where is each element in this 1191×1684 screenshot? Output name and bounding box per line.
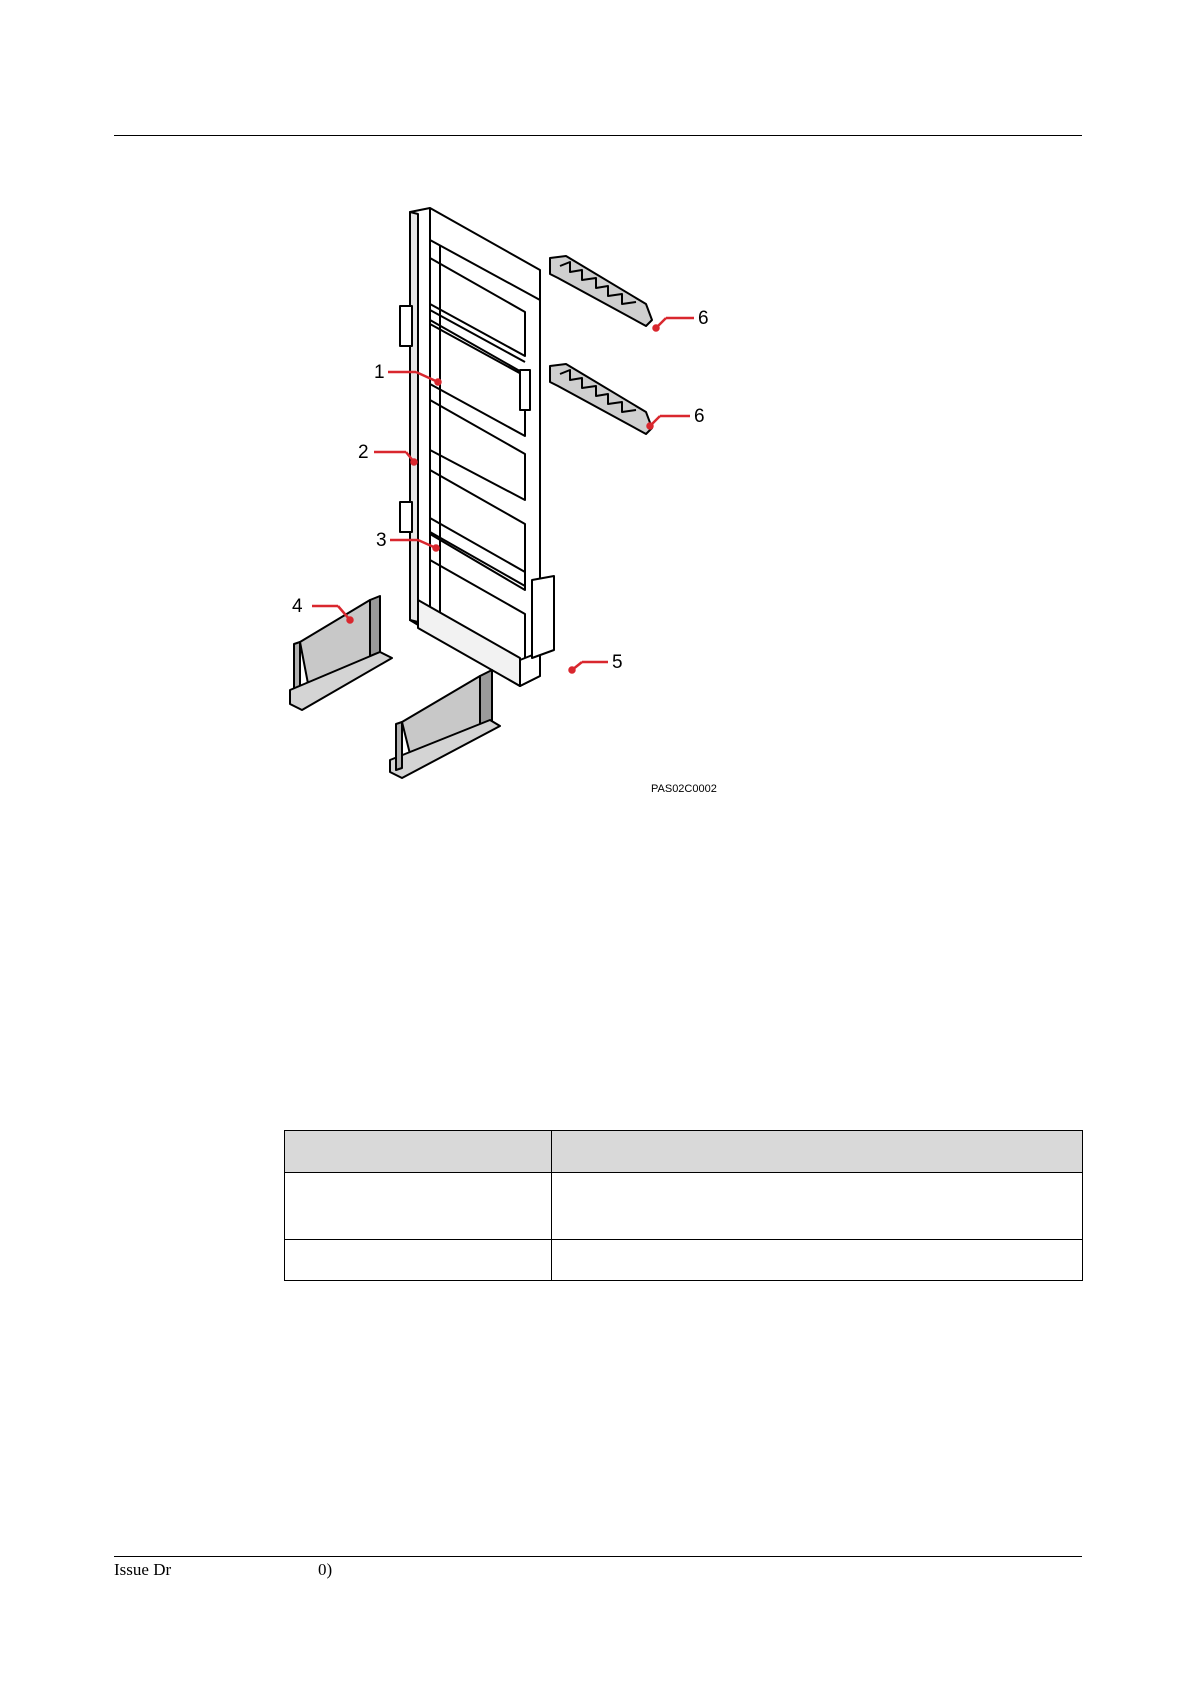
table-cell [552, 1173, 1083, 1240]
rack-frame-figure [270, 200, 750, 800]
table-header-cell [552, 1131, 1083, 1173]
callout-1: 1 [374, 362, 385, 383]
table-cell [285, 1240, 552, 1281]
header-rule [114, 135, 1082, 136]
table-row [285, 1173, 1083, 1240]
table-cell [552, 1240, 1083, 1281]
rack-frame-illustration [270, 200, 750, 800]
table-row [285, 1240, 1083, 1281]
callout-6a: 6 [698, 308, 709, 329]
table-cell [285, 1173, 552, 1240]
callout-2: 2 [358, 442, 369, 463]
callout-4: 4 [292, 596, 303, 617]
footer-date-text: 0) [318, 1560, 333, 1579]
callout-3: 3 [376, 530, 387, 551]
figure-id: PAS02C0002 [651, 783, 717, 795]
footer-rule [114, 1556, 1082, 1557]
spec-table [284, 1130, 1083, 1281]
callout-6b: 6 [694, 406, 705, 427]
table-header-row [285, 1131, 1083, 1173]
callout-5: 5 [612, 652, 623, 673]
footer-issue-text: Issue Dr [114, 1560, 172, 1579]
table-header-cell [285, 1131, 552, 1173]
